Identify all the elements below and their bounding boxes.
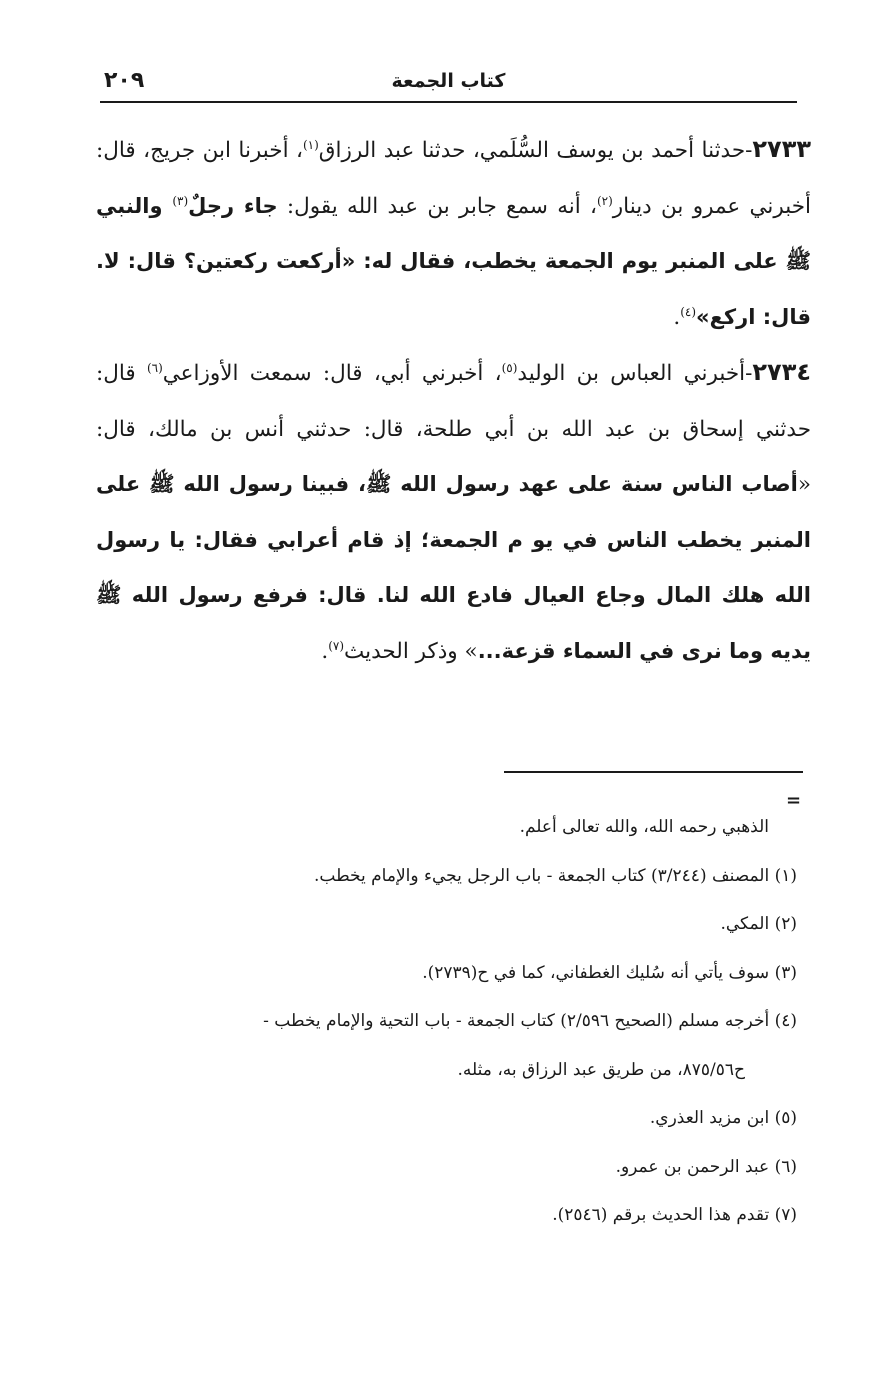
hadith-text: قال: حدثني إسحاق بن عبد الله بن أبي طلحة، قال: حدثني أنس بن مالك، قال: «	[96, 361, 811, 497]
hadith-number: ٢٧٣٣	[752, 135, 811, 163]
page-number: ٢٠٩	[104, 68, 145, 93]
footnotes	[96, 803, 797, 1240]
hadith-matn: والنبي ﷺ على المنبر يوم الجمعة يخطب، فقال له: «أركعت ركعتين؟ قال: لا. قال: اركع»	[96, 193, 811, 329]
main-text	[96, 122, 811, 679]
footnote-ref[interactable]: (٢)	[596, 193, 613, 208]
header-rule	[100, 101, 797, 103]
footnote-7: (٧) تقدم هذا الحديث برقم (٢٥٤٦).	[552, 1205, 797, 1225]
hadith-2734	[96, 345, 811, 679]
hadith-text: ، أنه سمع جابر بن عبد الله يقول:	[277, 193, 597, 219]
footnote-1: (١) المصنف (٣/٢٤٤) كتاب الجمعة - باب الرجل يجيء والإمام يخطب.	[314, 865, 797, 886]
hadith-text: ، أخبرنا ابن جريج، قال: أخبرني عمرو بن دينار	[96, 138, 812, 219]
hadith-text: ، أخبرني أبي، قال: سمعت الأوزاعي	[162, 361, 502, 386]
hadith-matn: أصاب الناس سنة على عهد رسول الله ﷺ، فبينا رسول الله ﷺ على المنبر يخطب الناس في يو م الجمعة؛ إذ قام أعرابي فقال: يا رسول الله هلك المال وجاع العيال فادع الله لنا. قال: فرفع رسول الله ﷺ يديه وما نرى في السماء قزعة...	[96, 472, 811, 663]
running-title: كتاب الجمعة	[391, 70, 506, 92]
footnote-3: (٣) سوف يأتي أنه سُليك الغطفاني، كما في ح(٢٧٣٩).	[422, 962, 797, 983]
footnote-continued-mark: =	[786, 790, 802, 811]
footnote-ref[interactable]: (١)	[302, 137, 319, 152]
footnote-4: (٤) أخرجه مسلم (الصحيح ٢/٥٩٦) كتاب الجمعة - باب التحية والإمام يخطب -	[263, 1011, 797, 1031]
hadith-text: -أخبرني العباس بن الوليد	[517, 361, 753, 386]
footnote-separator	[504, 771, 803, 773]
footnote-6: (٦) عبد الرحمن بن عمرو.	[615, 1156, 797, 1177]
hadith-text: » وذكر الحديث	[344, 638, 478, 664]
page-header	[100, 70, 797, 98]
hadith-number: ٢٧٣٤	[752, 358, 811, 386]
footnote-4-continued: ح٨٧٥/٥٦، من طريق عبد الرزاق به، مثله.	[457, 1059, 745, 1080]
footnote-ref[interactable]: (٤)	[680, 304, 697, 319]
footnote-carry-over: الذهبي رحمه الله، والله تعالى أعلم.	[519, 817, 769, 837]
footnote-ref[interactable]: (٧)	[328, 638, 345, 653]
footnote-2: (٢) المكي.	[720, 914, 797, 934]
footnote-ref[interactable]: (٥)	[501, 360, 518, 375]
hadith-text: .	[321, 638, 329, 664]
footnote-5: (٥) ابن مزيد العذري.	[649, 1108, 797, 1128]
hadith-text: .	[673, 304, 681, 330]
footnote-ref[interactable]: (٦)	[146, 360, 163, 375]
footnote-ref[interactable]: (٣)	[172, 193, 189, 208]
hadith-text: -حدثنا أحمد بن يوسف السُّلَمي، حدثنا عبد الرزاق	[318, 138, 753, 163]
hadith-matn: جاء رجلٌ	[188, 193, 278, 218]
hadith-2733	[96, 122, 811, 345]
